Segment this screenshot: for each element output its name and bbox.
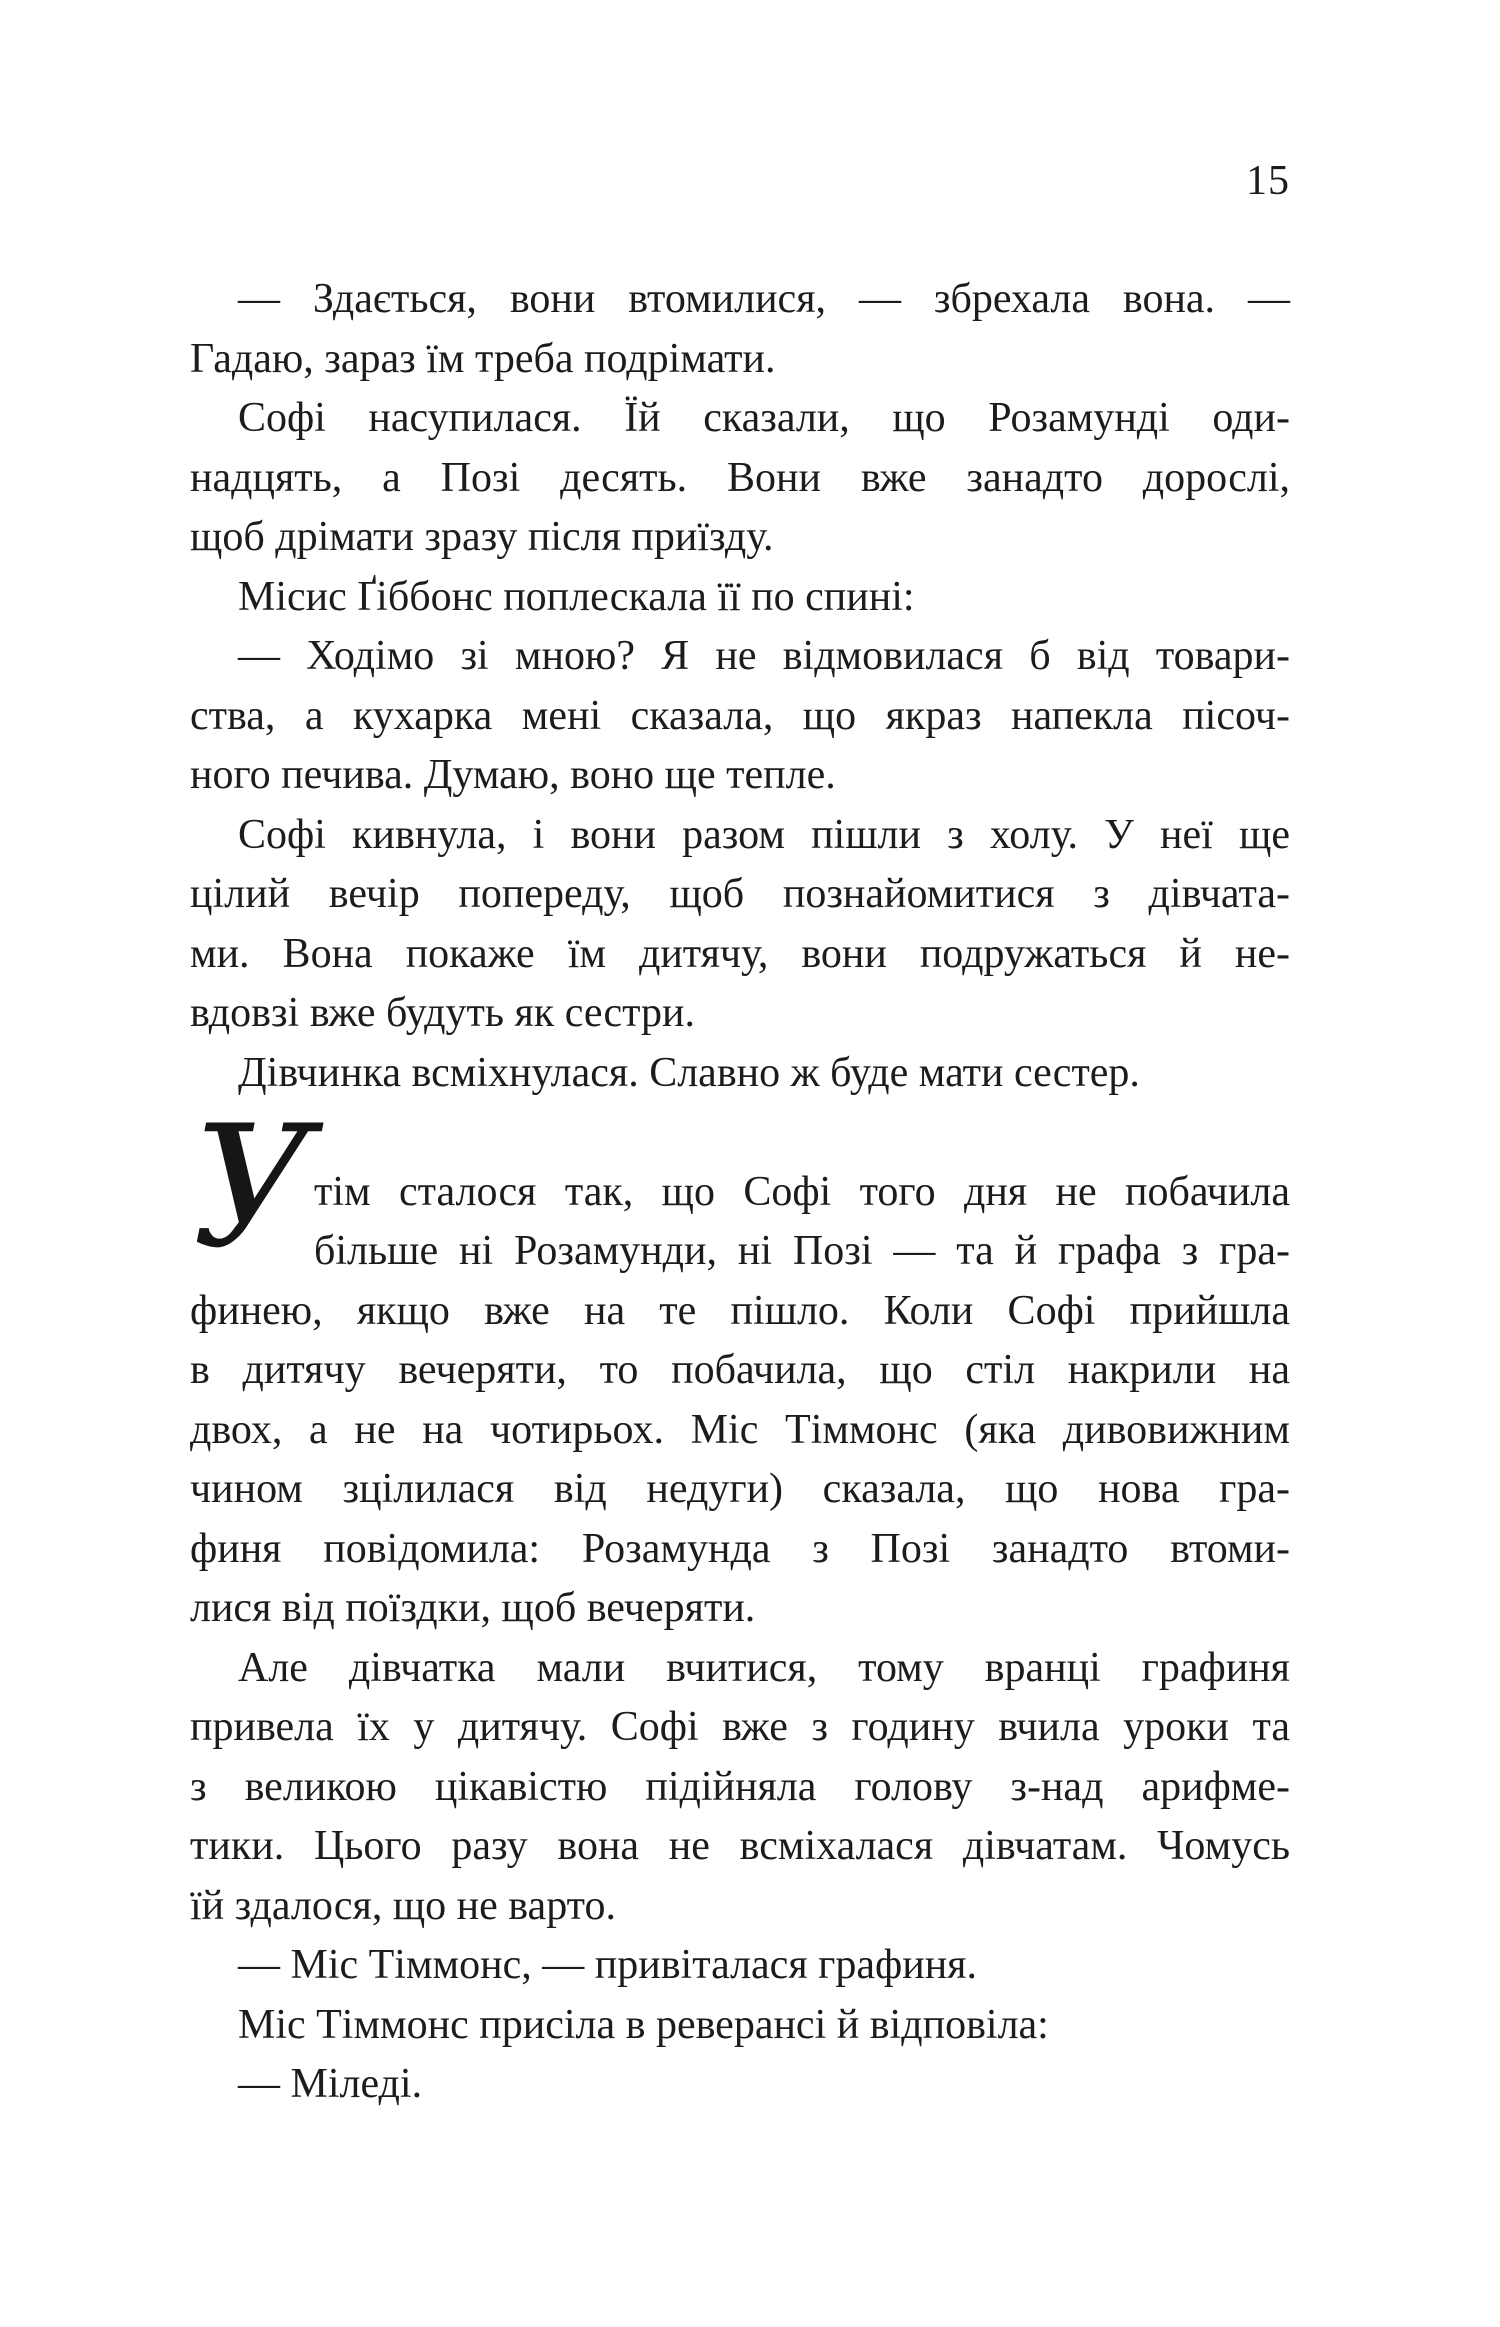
text-line: Дівчинка всміхнулася. Славно ж буде мати сестер.	[238, 1049, 1140, 1096]
paragraph	[190, 2055, 1290, 2115]
paragraph	[190, 1639, 1290, 1937]
paragraph	[190, 1996, 1290, 2056]
text-line: Міс Тіммонс присіла в реверансі й відповіла:	[238, 2001, 1049, 2048]
text-line: вдовзі вже будуть як сестри.	[190, 990, 696, 1036]
paragraph	[190, 1936, 1290, 1996]
paragraph	[190, 806, 1290, 1044]
text-line: финею, якщо вже на те пішло. Коли Софі прийшла	[190, 1287, 1290, 1334]
page-number: 15	[1246, 158, 1290, 204]
text-line: двох, а не на чотирьох. Міс Тіммонс (яка дивовижним	[190, 1406, 1290, 1453]
text-line: Але дівчатка мали вчитися, тому вранці графиня	[238, 1644, 1290, 1691]
text-line: щоб дрімати зразу після приїзду.	[190, 514, 774, 560]
text-line: цілий вечір попереду, щоб познайомитися з дівчата-	[190, 871, 1290, 917]
paragraph	[190, 1044, 1290, 1104]
text-line: Софі кивнула, і вони разом пішли з холу. У неї ще	[238, 811, 1290, 858]
text-line: Софі насупилася. Їй сказали, що Розамунді оди-	[238, 395, 1290, 441]
text-line: Місис Ґіббонс поплескала її по спині:	[238, 573, 915, 620]
text-line: надцять, а Позі десять. Вони вже занадто дорослі,	[190, 454, 1290, 501]
paragraph	[190, 389, 1290, 568]
text-line: ми. Вона покаже їм дитячу, вони подружаться й не-	[190, 930, 1290, 977]
drop-cap-letter: У	[192, 1088, 314, 1285]
text-line: з великою цікавістю підійняла голову з-над арифме-	[190, 1763, 1290, 1810]
text-line: в дитячу вечеряти, то побачила, що стіл накрили на	[190, 1347, 1290, 1393]
text-line: — Міс Тіммонс, — привіталася графиня.	[238, 1942, 977, 1988]
text-line: більше ні Розамунди, ні Позі — та й графа з гра-	[314, 1228, 1290, 1274]
paragraph	[190, 270, 1290, 389]
text-line: — Здається, вони втомилися, — збрехала вона. —	[238, 276, 1290, 322]
text-line: — Міледі.	[238, 2061, 423, 2107]
text-line: тики. Цього разу вона не всміхалася дівчатам. Чомусь	[190, 1823, 1290, 1869]
text-line: лися від поїздки, щоб вечеряти.	[190, 1585, 756, 1631]
text-line: ства, а кухарка мені сказала, що якраз напекла пісоч-	[190, 692, 1290, 739]
text-line: чином зцілилася від недуги) сказала, що нова гра-	[190, 1466, 1290, 1512]
paragraph	[190, 1088, 1290, 1639]
text-line: — Ходімо зі мною? Я не відмовилася б від товари-	[238, 633, 1290, 679]
section-break	[190, 1103, 1290, 1163]
text-line: тім сталося так, що Софі того дня не побачила	[314, 1168, 1290, 1215]
paragraph	[190, 627, 1290, 806]
text-line: їй здалося, що не варто.	[190, 1882, 616, 1929]
text-line: Гадаю, зараз їм треба подрімати.	[190, 335, 776, 382]
paragraph	[190, 568, 1290, 628]
text-line: ного печива. Думаю, воно ще тепле.	[190, 752, 836, 798]
text-block	[190, 270, 1290, 2115]
text-line: привела їх у дитячу. Софі вже з годину вчила уроки та	[190, 1704, 1290, 1750]
text-line: финя повідомила: Розамунда з Позі занадто втоми-	[190, 1525, 1290, 1572]
